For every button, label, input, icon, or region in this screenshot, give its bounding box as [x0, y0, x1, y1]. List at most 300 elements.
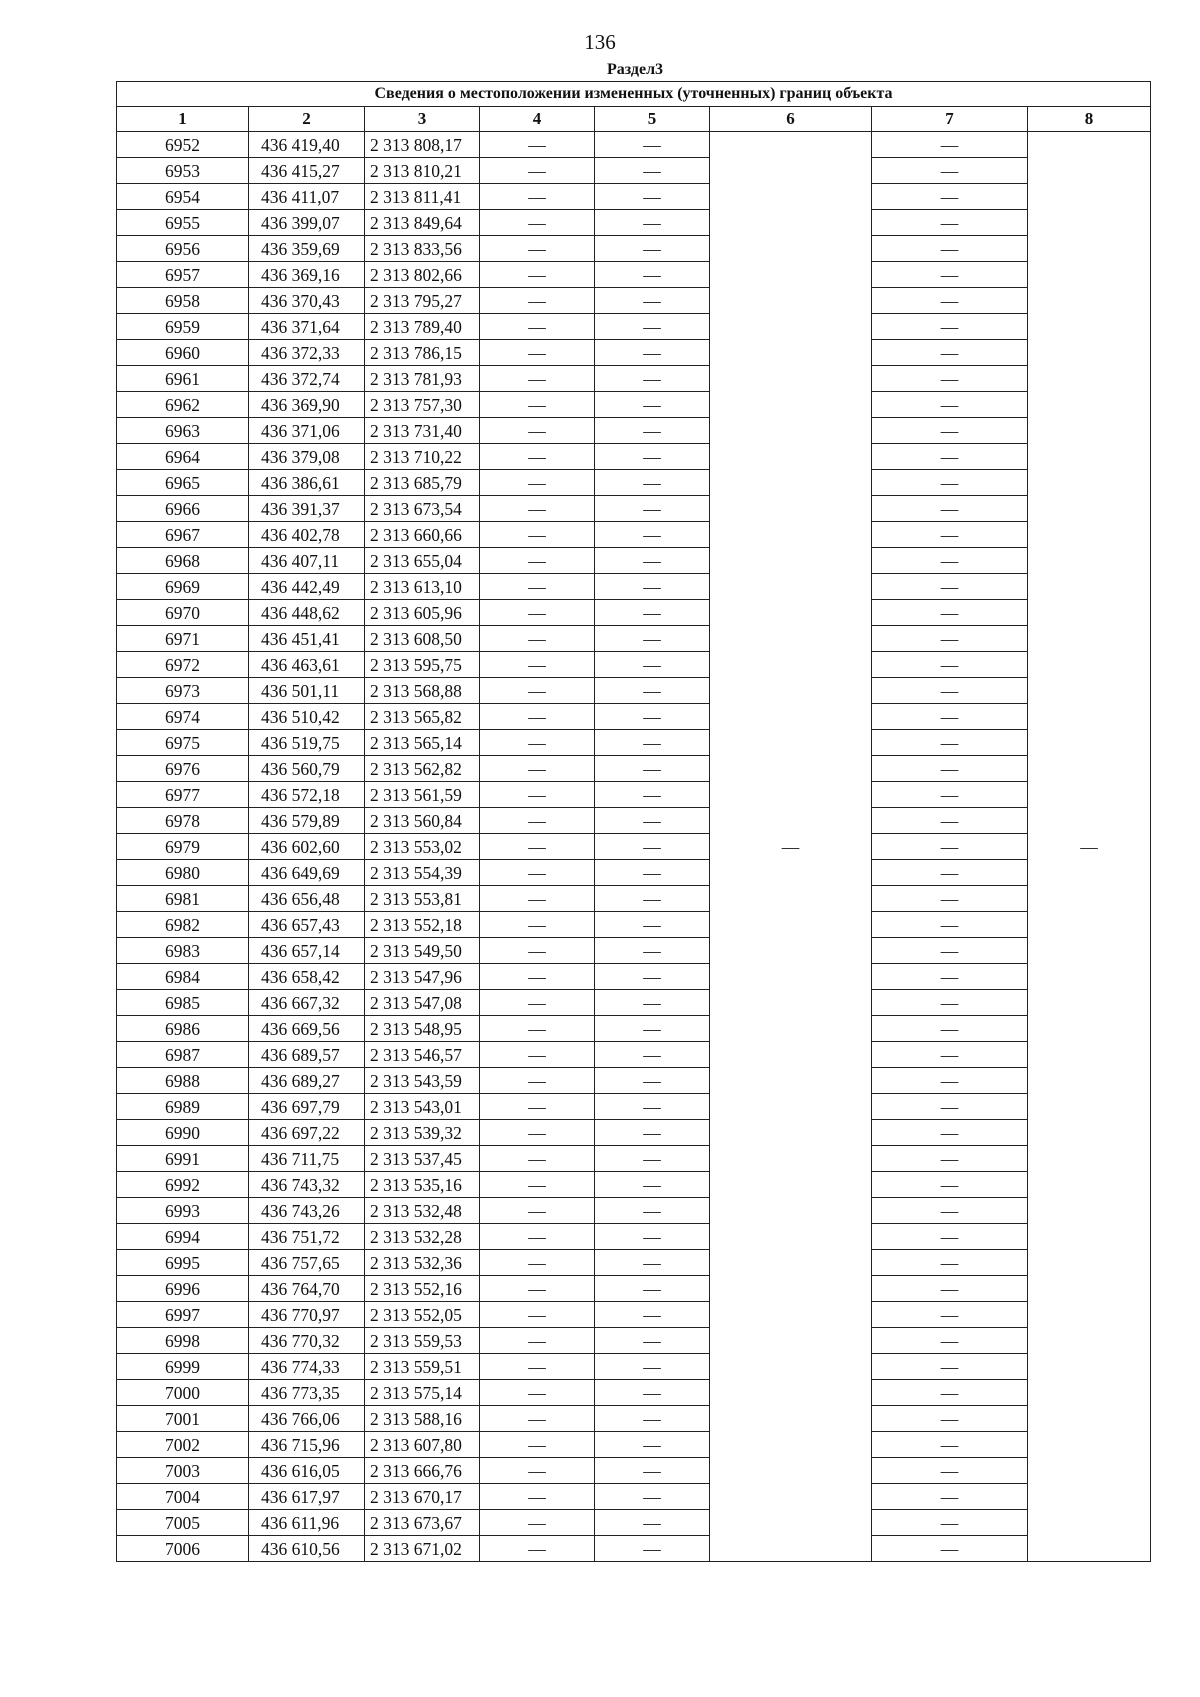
col7-cell: —: [872, 418, 1028, 444]
col7-cell: —: [872, 938, 1028, 964]
col4-cell: —: [480, 1120, 595, 1146]
x-coordinate-cell: 436 610,56: [249, 1536, 365, 1562]
x-coordinate-cell: 436 616,05: [249, 1458, 365, 1484]
x-coordinate-cell: 436 386,61: [249, 470, 365, 496]
col5-cell: —: [595, 496, 710, 522]
col5-cell: —: [595, 1536, 710, 1562]
x-coordinate-cell: 436 715,96: [249, 1432, 365, 1458]
col7-cell: —: [872, 1094, 1028, 1120]
y-coordinate-cell: 2 313 552,05: [365, 1302, 480, 1328]
col4-cell: —: [480, 964, 595, 990]
column-number: 6: [710, 107, 872, 132]
point-number-cell: 6961: [117, 366, 249, 392]
column-number: 4: [480, 107, 595, 132]
x-coordinate-cell: 436 656,48: [249, 886, 365, 912]
x-coordinate-cell: 436 372,74: [249, 366, 365, 392]
x-coordinate-cell: 436 751,72: [249, 1224, 365, 1250]
table-row: [117, 210, 1151, 236]
y-coordinate-cell: 2 313 655,04: [365, 548, 480, 574]
col5-cell: —: [595, 626, 710, 652]
col4-cell: —: [480, 600, 595, 626]
y-coordinate-cell: 2 313 554,39: [365, 860, 480, 886]
col5-cell: —: [595, 756, 710, 782]
col4-cell: —: [480, 288, 595, 314]
point-number-cell: 6984: [117, 964, 249, 990]
point-number-cell: 6988: [117, 1068, 249, 1094]
table-body: [117, 132, 1151, 1562]
table-row: [117, 860, 1151, 886]
col4-cell: —: [480, 626, 595, 652]
column-number: 5: [595, 107, 710, 132]
point-number-cell: 6952: [117, 132, 249, 158]
col5-cell: —: [595, 158, 710, 184]
col4-cell: —: [480, 1458, 595, 1484]
col4-cell: —: [480, 678, 595, 704]
col7-cell: —: [872, 262, 1028, 288]
x-coordinate-cell: 436 402,78: [249, 522, 365, 548]
col5-cell: —: [595, 964, 710, 990]
col7-cell: —: [872, 860, 1028, 886]
col4-cell: —: [480, 1224, 595, 1250]
x-coordinate-cell: 436 689,57: [249, 1042, 365, 1068]
point-number-cell: 6954: [117, 184, 249, 210]
table-row: [117, 756, 1151, 782]
table-caption: Сведения о местоположении измененных (уточненных) границ объекта: [117, 82, 1151, 107]
col5-cell: —: [595, 1250, 710, 1276]
table-row: [117, 184, 1151, 210]
point-number-cell: 7001: [117, 1406, 249, 1432]
col7-cell: —: [872, 652, 1028, 678]
col7-cell: —: [872, 392, 1028, 418]
col4-cell: —: [480, 938, 595, 964]
y-coordinate-cell: 2 313 549,50: [365, 938, 480, 964]
table-row: [117, 392, 1151, 418]
point-number-cell: 6967: [117, 522, 249, 548]
col5-cell: —: [595, 236, 710, 262]
col7-cell: —: [872, 1042, 1028, 1068]
col4-cell: —: [480, 1380, 595, 1406]
col4-cell: —: [480, 1094, 595, 1120]
column-number: 1: [117, 107, 249, 132]
x-coordinate-cell: 436 391,37: [249, 496, 365, 522]
y-coordinate-cell: 2 313 757,30: [365, 392, 480, 418]
point-number-cell: 6986: [117, 1016, 249, 1042]
point-number-cell: 6962: [117, 392, 249, 418]
x-coordinate-cell: 436 379,08: [249, 444, 365, 470]
col7-cell: —: [872, 1510, 1028, 1536]
col4-cell: —: [480, 1510, 595, 1536]
table-row: [117, 1276, 1151, 1302]
col5-cell: —: [595, 288, 710, 314]
col5-cell: —: [595, 600, 710, 626]
section-title: Раздел3: [606, 61, 664, 78]
col7-cell: —: [872, 834, 1028, 860]
y-coordinate-cell: 2 313 535,16: [365, 1172, 480, 1198]
point-number-cell: 6965: [117, 470, 249, 496]
col4-cell: —: [480, 1250, 595, 1276]
point-number-cell: 6990: [117, 1120, 249, 1146]
x-coordinate-cell: 436 448,62: [249, 600, 365, 626]
table-row: [117, 1120, 1151, 1146]
col4-cell: —: [480, 236, 595, 262]
table-row: [117, 1094, 1151, 1120]
col7-cell: —: [872, 522, 1028, 548]
x-coordinate-cell: 436 359,69: [249, 236, 365, 262]
point-number-cell: 7006: [117, 1536, 249, 1562]
col7-cell: —: [872, 288, 1028, 314]
x-coordinate-cell: 436 669,56: [249, 1016, 365, 1042]
col4-cell: —: [480, 1042, 595, 1068]
table-row: [117, 1250, 1151, 1276]
point-number-cell: 6973: [117, 678, 249, 704]
x-coordinate-cell: 436 510,42: [249, 704, 365, 730]
y-coordinate-cell: 2 313 565,14: [365, 730, 480, 756]
table-row: [117, 600, 1151, 626]
x-coordinate-cell: 436 611,96: [249, 1510, 365, 1536]
point-number-cell: 6999: [117, 1354, 249, 1380]
col4-cell: —: [480, 262, 595, 288]
col5-cell: —: [595, 1068, 710, 1094]
table-row: [117, 1042, 1151, 1068]
y-coordinate-cell: 2 313 808,17: [365, 132, 480, 158]
col5-cell: —: [595, 1354, 710, 1380]
y-coordinate-cell: 2 313 543,59: [365, 1068, 480, 1094]
y-coordinate-cell: 2 313 786,15: [365, 340, 480, 366]
table-row: [117, 1406, 1151, 1432]
point-number-cell: 6983: [117, 938, 249, 964]
col5-cell: —: [595, 652, 710, 678]
table-row: [117, 652, 1151, 678]
point-number-cell: 6953: [117, 158, 249, 184]
page-number: 136: [584, 30, 616, 54]
y-coordinate-cell: 2 313 547,08: [365, 990, 480, 1016]
col7-cell: —: [872, 1536, 1028, 1562]
y-coordinate-cell: 2 313 532,28: [365, 1224, 480, 1250]
y-coordinate-cell: 2 313 789,40: [365, 314, 480, 340]
col4-cell: —: [480, 210, 595, 236]
point-number-cell: 6968: [117, 548, 249, 574]
point-number-cell: 6974: [117, 704, 249, 730]
y-coordinate-cell: 2 313 562,82: [365, 756, 480, 782]
col7-cell: —: [872, 236, 1028, 262]
y-coordinate-cell: 2 313 833,56: [365, 236, 480, 262]
table-row: [117, 1354, 1151, 1380]
y-coordinate-cell: 2 313 543,01: [365, 1094, 480, 1120]
table-row: [117, 782, 1151, 808]
col4-cell: —: [480, 314, 595, 340]
col5-cell: —: [595, 1484, 710, 1510]
col7-cell: —: [872, 1198, 1028, 1224]
col5-cell: —: [595, 1458, 710, 1484]
x-coordinate-cell: 436 572,18: [249, 782, 365, 808]
x-coordinate-cell: 436 369,16: [249, 262, 365, 288]
col5-cell: —: [595, 548, 710, 574]
table-row: [117, 548, 1151, 574]
table-row: [117, 886, 1151, 912]
col5-cell: —: [595, 1302, 710, 1328]
col4-cell: —: [480, 1016, 595, 1042]
point-number-cell: 6959: [117, 314, 249, 340]
col7-cell: —: [872, 1458, 1028, 1484]
y-coordinate-cell: 2 313 552,18: [365, 912, 480, 938]
col7-cell: —: [872, 496, 1028, 522]
col5-cell: —: [595, 132, 710, 158]
col5-cell: —: [595, 1406, 710, 1432]
col4-cell: —: [480, 158, 595, 184]
col7-cell: —: [872, 132, 1028, 158]
col7-cell: —: [872, 184, 1028, 210]
col6-merged-cell: —: [710, 132, 872, 1562]
col7-cell: —: [872, 1016, 1028, 1042]
x-coordinate-cell: 436 463,61: [249, 652, 365, 678]
table-row: [117, 834, 1151, 860]
point-number-cell: 7003: [117, 1458, 249, 1484]
coordinates-table: [116, 81, 1151, 1562]
y-coordinate-cell: 2 313 673,54: [365, 496, 480, 522]
col4-cell: —: [480, 808, 595, 834]
y-coordinate-cell: 2 313 660,66: [365, 522, 480, 548]
point-number-cell: 6964: [117, 444, 249, 470]
x-coordinate-cell: 436 689,27: [249, 1068, 365, 1094]
col4-cell: —: [480, 886, 595, 912]
col7-cell: —: [872, 964, 1028, 990]
col5-cell: —: [595, 1042, 710, 1068]
y-coordinate-cell: 2 313 795,27: [365, 288, 480, 314]
y-coordinate-cell: 2 313 532,48: [365, 1198, 480, 1224]
x-coordinate-cell: 436 697,79: [249, 1094, 365, 1120]
y-coordinate-cell: 2 313 547,96: [365, 964, 480, 990]
col4-cell: —: [480, 1432, 595, 1458]
col7-cell: —: [872, 1302, 1028, 1328]
table-row: [117, 1172, 1151, 1198]
col7-cell: —: [872, 808, 1028, 834]
x-coordinate-cell: 436 770,32: [249, 1328, 365, 1354]
y-coordinate-cell: 2 313 849,64: [365, 210, 480, 236]
col7-cell: —: [872, 444, 1028, 470]
x-coordinate-cell: 436 711,75: [249, 1146, 365, 1172]
col7-cell: —: [872, 678, 1028, 704]
y-coordinate-cell: 2 313 607,80: [365, 1432, 480, 1458]
y-coordinate-cell: 2 313 548,95: [365, 1016, 480, 1042]
col4-cell: —: [480, 756, 595, 782]
point-number-cell: 6993: [117, 1198, 249, 1224]
col4-cell: —: [480, 444, 595, 470]
col5-cell: —: [595, 522, 710, 548]
col7-cell: —: [872, 1328, 1028, 1354]
table-row: [117, 1328, 1151, 1354]
col4-cell: —: [480, 1172, 595, 1198]
point-number-cell: 6960: [117, 340, 249, 366]
col4-cell: —: [480, 1328, 595, 1354]
x-coordinate-cell: 436 743,32: [249, 1172, 365, 1198]
col5-cell: —: [595, 366, 710, 392]
y-coordinate-cell: 2 313 537,45: [365, 1146, 480, 1172]
point-number-cell: 6977: [117, 782, 249, 808]
x-coordinate-cell: 436 560,79: [249, 756, 365, 782]
x-coordinate-cell: 436 766,06: [249, 1406, 365, 1432]
col7-cell: —: [872, 626, 1028, 652]
col4-cell: —: [480, 184, 595, 210]
point-number-cell: 6996: [117, 1276, 249, 1302]
col4-cell: —: [480, 1302, 595, 1328]
x-coordinate-cell: 436 370,43: [249, 288, 365, 314]
col4-cell: —: [480, 730, 595, 756]
col5-cell: —: [595, 1094, 710, 1120]
point-number-cell: 6972: [117, 652, 249, 678]
col5-cell: —: [595, 392, 710, 418]
table-row: [117, 704, 1151, 730]
col4-cell: —: [480, 418, 595, 444]
col7-cell: —: [872, 1224, 1028, 1250]
col5-cell: —: [595, 912, 710, 938]
point-number-cell: 6981: [117, 886, 249, 912]
x-coordinate-cell: 436 372,33: [249, 340, 365, 366]
col4-cell: —: [480, 1354, 595, 1380]
x-coordinate-cell: 436 579,89: [249, 808, 365, 834]
col5-cell: —: [595, 1224, 710, 1250]
y-coordinate-cell: 2 313 559,53: [365, 1328, 480, 1354]
x-coordinate-cell: 436 743,26: [249, 1198, 365, 1224]
table-row: [117, 444, 1151, 470]
col7-cell: —: [872, 548, 1028, 574]
point-number-cell: 6978: [117, 808, 249, 834]
col5-cell: —: [595, 1432, 710, 1458]
table-row: [117, 236, 1151, 262]
y-coordinate-cell: 2 313 595,75: [365, 652, 480, 678]
col4-cell: —: [480, 496, 595, 522]
col4-cell: —: [480, 1536, 595, 1562]
col4-cell: —: [480, 1276, 595, 1302]
y-coordinate-cell: 2 313 561,59: [365, 782, 480, 808]
col5-cell: —: [595, 730, 710, 756]
col4-cell: —: [480, 392, 595, 418]
y-coordinate-cell: 2 313 666,76: [365, 1458, 480, 1484]
table-row: [117, 158, 1151, 184]
col5-cell: —: [595, 808, 710, 834]
col5-cell: —: [595, 262, 710, 288]
y-coordinate-cell: 2 313 613,10: [365, 574, 480, 600]
x-coordinate-cell: 436 407,11: [249, 548, 365, 574]
y-coordinate-cell: 2 313 605,96: [365, 600, 480, 626]
table-row: [117, 574, 1151, 600]
column-number: 3: [365, 107, 480, 132]
col5-cell: —: [595, 1198, 710, 1224]
point-number-cell: 7002: [117, 1432, 249, 1458]
x-coordinate-cell: 436 649,69: [249, 860, 365, 886]
x-coordinate-cell: 436 773,35: [249, 1380, 365, 1406]
col7-cell: —: [872, 574, 1028, 600]
table-row: [117, 1432, 1151, 1458]
col5-cell: —: [595, 470, 710, 496]
col4-cell: —: [480, 340, 595, 366]
y-coordinate-cell: 2 313 532,36: [365, 1250, 480, 1276]
col7-cell: —: [872, 1172, 1028, 1198]
col7-cell: —: [872, 1406, 1028, 1432]
col4-cell: —: [480, 132, 595, 158]
point-number-cell: 6955: [117, 210, 249, 236]
point-number-cell: 6987: [117, 1042, 249, 1068]
col7-cell: —: [872, 704, 1028, 730]
table-row: [117, 132, 1151, 158]
point-number-cell: 7004: [117, 1484, 249, 1510]
col7-cell: —: [872, 1146, 1028, 1172]
col5-cell: —: [595, 990, 710, 1016]
col5-cell: —: [595, 1016, 710, 1042]
x-coordinate-cell: 436 371,06: [249, 418, 365, 444]
col4-cell: —: [480, 574, 595, 600]
table-row: [117, 938, 1151, 964]
table-row: [117, 1198, 1151, 1224]
point-number-cell: 6957: [117, 262, 249, 288]
point-number-cell: 6966: [117, 496, 249, 522]
col7-cell: —: [872, 1250, 1028, 1276]
x-coordinate-cell: 436 415,27: [249, 158, 365, 184]
x-coordinate-cell: 436 657,14: [249, 938, 365, 964]
x-coordinate-cell: 436 617,97: [249, 1484, 365, 1510]
column-number: 7: [872, 107, 1028, 132]
col4-cell: —: [480, 1068, 595, 1094]
table-row: [117, 496, 1151, 522]
table-row: [117, 262, 1151, 288]
col5-cell: —: [595, 574, 710, 600]
table-row: [117, 470, 1151, 496]
col7-cell: —: [872, 730, 1028, 756]
x-coordinate-cell: 436 419,40: [249, 132, 365, 158]
x-coordinate-cell: 436 697,22: [249, 1120, 365, 1146]
col4-cell: —: [480, 912, 595, 938]
point-number-cell: 6998: [117, 1328, 249, 1354]
point-number-cell: 7000: [117, 1380, 249, 1406]
point-number-cell: 6985: [117, 990, 249, 1016]
point-number-cell: 6958: [117, 288, 249, 314]
table-row: [117, 340, 1151, 366]
column-number: 2: [249, 107, 365, 132]
y-coordinate-cell: 2 313 546,57: [365, 1042, 480, 1068]
table-row: [117, 990, 1151, 1016]
col5-cell: —: [595, 860, 710, 886]
y-coordinate-cell: 2 313 731,40: [365, 418, 480, 444]
point-number-cell: 6991: [117, 1146, 249, 1172]
y-coordinate-cell: 2 313 565,82: [365, 704, 480, 730]
col7-cell: —: [872, 600, 1028, 626]
col7-cell: —: [872, 886, 1028, 912]
table-row: [117, 912, 1151, 938]
x-coordinate-cell: 436 764,70: [249, 1276, 365, 1302]
col7-cell: —: [872, 314, 1028, 340]
y-coordinate-cell: 2 313 568,88: [365, 678, 480, 704]
point-number-cell: 6995: [117, 1250, 249, 1276]
x-coordinate-cell: 436 602,60: [249, 834, 365, 860]
col5-cell: —: [595, 418, 710, 444]
col4-cell: —: [480, 522, 595, 548]
x-coordinate-cell: 436 371,64: [249, 314, 365, 340]
col8-merged-cell: —: [1028, 132, 1151, 1562]
x-coordinate-cell: 436 451,41: [249, 626, 365, 652]
y-coordinate-cell: 2 313 539,32: [365, 1120, 480, 1146]
col7-cell: —: [872, 340, 1028, 366]
point-number-cell: 6969: [117, 574, 249, 600]
table-row: [117, 1484, 1151, 1510]
x-coordinate-cell: 436 399,07: [249, 210, 365, 236]
col7-cell: —: [872, 210, 1028, 236]
point-number-cell: 6963: [117, 418, 249, 444]
col7-cell: —: [872, 782, 1028, 808]
col5-cell: —: [595, 782, 710, 808]
y-coordinate-cell: 2 313 781,93: [365, 366, 480, 392]
point-number-cell: 6997: [117, 1302, 249, 1328]
col5-cell: —: [595, 704, 710, 730]
col5-cell: —: [595, 1146, 710, 1172]
